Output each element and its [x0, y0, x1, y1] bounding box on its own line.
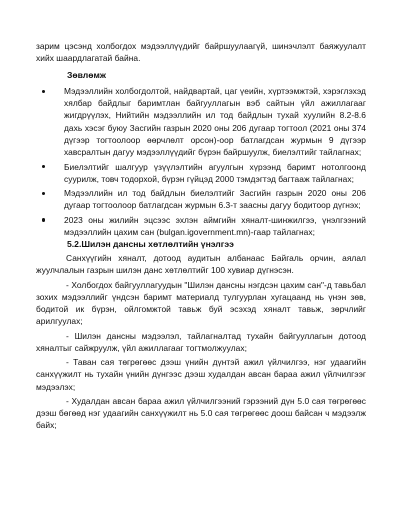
bullet-icon: [42, 192, 45, 195]
recommendation-item: [40, 161, 366, 185]
bullet-icon: [42, 165, 45, 168]
recommendation-item: [40, 85, 366, 158]
bullet-icon: [42, 218, 45, 221]
bullet-icon: [42, 90, 45, 93]
recommendation-text: 2023 оны жилийн эцсээс эхлэн аймгийн хяналт-шинжилгээ, үнэлгээний мэдээллийн цахим сан (bulgan.igovernment.mn)-гаар тайлагнах;: [64, 214, 366, 238]
section-heading: 5.2.Шилэн дансны хөтлөлтийн үнэлгээ: [67, 239, 234, 249]
recommendation-item: [40, 214, 366, 238]
recommendation-list: [40, 85, 366, 241]
intro-paragraph: зарим цэсэнд холбогдох мэдээллүүдийг байршуулаагүй, шинэчлэлт баяжуулалт хийх шаардлагатай байна.: [36, 41, 366, 64]
section-paragraph: - Холбогдох байгууллагуудын "Шилэн дансны нэгдсэн цахим сан"-д тавьбал зохих мэдээллийг үндсэн баримт материалд тулгуурлан хугацаанд нь үнэн зөв, бодитой ик бүрэн, ойлгомжтой тавьж буй эсэхэд хяналт тавьж, зөрчлийг арилгуулах;: [36, 279, 366, 327]
recommendation-text: Биелэлтийг шалгуур үзүүлэлтийн агуулгын хүрээнд баримт нотолгоонд суурилж, товч тодорхой, бүрэн гүйцэд 2000 тэмдэгтэд багтааж тайлагнах;: [64, 161, 366, 184]
recommendation-item: [40, 187, 366, 211]
section-body: [36, 252, 366, 434]
section-paragraph: - Таван сая төгрөгөөс дээш үнийн дүнтэй ажил үйлчилгээ, нэг удаагийн санхүүжилт нь тухайн үнийн дүнгээс дээш худалдан авсан бараа ажил үйлчилгээг мэдээлэх;: [36, 357, 366, 392]
recommendation-text: Мэдээллийн ил тод байдлын биелэлтийг Засгийн газрын 2020 оны 206 дугаар тогтоолоор батлагдсан журмын 6.3-т заасны дагуу бодитоор дүгнэх;: [64, 188, 366, 211]
section-paragraph: Санхүүгийн хяналт, дотоод аудитын албанаас Байгаль орчин, аялал жуулчлалын газрын шилэн данс хөтлөлтийг 100 хувиар дүгнэсэн.: [36, 253, 366, 276]
recommendation-text: Мэдээллийн холбогдолтой, найдвартай, цаг үеийн, хүртээмжтэй, хэрэглэхэд хялбар байдлыг баримтлан байгууллагын вэб сайтын үйл ажиллагааг жигдрүүлэх, Нийтийн мэдээллийн ил тод байдлын тухай хуулийн 8.2-8.6 дахь хэсэг буюу Засгийн газрын 2020 оны 206 дугаар тогтоол (2021 оны 374 дүгээр тогтоолоор өөрчлөлт орсон)-оор батлагдсан журмын 9 дүгээр хавсралтын дагуу мэдээллүүдийг бүрэн байршуулж, биелэлтийг тайлагнах;: [64, 86, 366, 158]
section-paragraph: - Шилэн дансны мэдээлэл, тайлагналтад тухайн байгууллагын дотоод хяналтыг сайжруулж, үйл ажиллагааг тогтмолжуулах;: [36, 330, 366, 353]
recommendation-heading: Зөвлөмж: [67, 70, 106, 80]
section-paragraph: - Худалдан авсан бараа ажил үйлчилгээний гэрээний дүн 5.0 сая төгрөгөөс дээш бөгөөд нэг удаагийн санхүүжилт нь 5.0 сая төгрөгөөс доош байсан ч мэдээлж байх;: [36, 395, 366, 431]
